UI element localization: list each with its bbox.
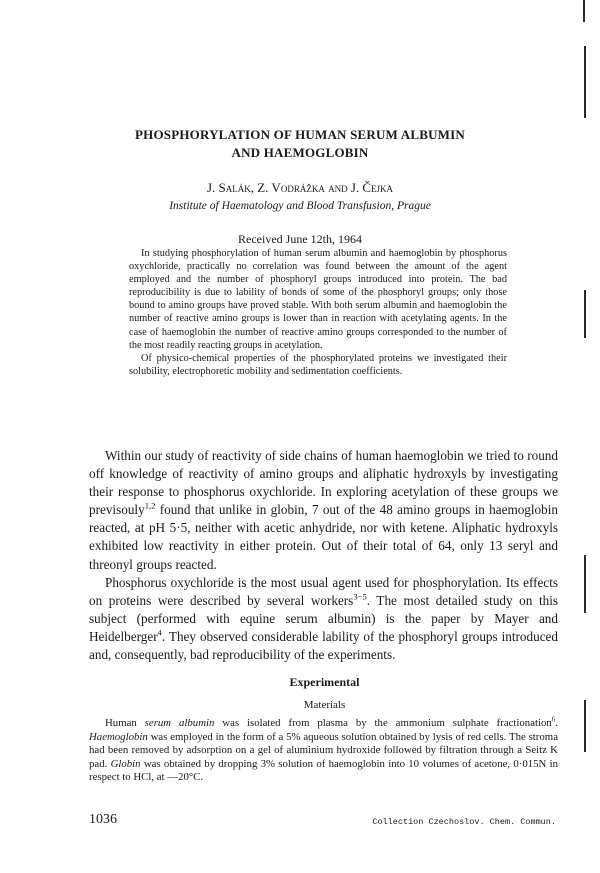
abstract-paragraph-2: Of physico-chemical properties of the phosphorylated proteins we investigated their solubility, electrophoretic mobility and sedimentation coefficients. — [129, 352, 507, 377]
body-text — [89, 447, 558, 664]
italic-term: Globin — [110, 757, 141, 770]
scan-edge-mark — [584, 555, 586, 613]
reference-citation: 1,2 — [144, 500, 156, 511]
abstract-paragraph-1: In studying phosphorylation of human serum albumin and haemoglobin by phosphorus oxychloride, practically no correlation was found between the amount of the agent employed and the number of phosphoryl groups introduced into protein. The bad reproducibility is due to lability of bonds of some of the phosphoryl groups; only those bound to amino groups have proved stable. With both serum albumin and haemoglobin the number of reactive amino groups is lower than in reaction with acetylating agents. In the case of haemoglobin the number of reactive amino groups corresponded to the number of the most readily reacting groups in acetylation. — [129, 248, 507, 351]
paper-title — [90, 126, 510, 162]
section-heading: Experimental — [289, 675, 360, 689]
materials-text — [89, 717, 558, 785]
journal-footer: Collection Czechoslov. Chem. Commun. — [372, 817, 556, 827]
text-run: Human — [105, 717, 145, 729]
text-run: was employed in the form of a 5% aqueous solution obtained by lysis of red cells. The stroma had been removed by adsorption on a gel of aluminium hydroxide followed by filtration through a Seitz K pad. — [89, 730, 558, 770]
scan-edge-mark — [584, 700, 586, 752]
title-line-1: PHOSPHORYLATION OF HUMAN SERUM ALBUMIN — [135, 127, 465, 142]
received-date: Received June 12th, 1964 — [238, 232, 362, 246]
italic-term: Haemoglobin — [89, 730, 148, 743]
title-line-2: AND HAEMOGLOBIN — [231, 145, 369, 160]
text-run: . — [555, 717, 559, 729]
author-affiliation: Institute of Haematology and Blood Transfusion, Prague — [169, 200, 431, 212]
scan-edge-mark — [584, 290, 586, 338]
body-text-run: found that unlike in globin, 7 out of the 48 amino groups in haemoglobin reacted, at pH 5·5, neither with acetic anhydride, nor with ketene. Aliphatic hydroxyls exhibited low reactivity in either protein. Out of their total of 64, only 13 seryl and threonyl groups reacted. — [89, 502, 558, 572]
text-run: was obtained by dropping 3% solution of haemoglobin into 10 volumes of acetone, 0·015N in respect to HCl, at —20°C. — [89, 757, 558, 784]
subsection-heading: Materials — [303, 699, 346, 711]
body-text-run: . The most detailed study on this subject (performed with equine serum albumin) is the paper by Mayer and Heidelberger — [89, 592, 558, 644]
materials-paragraph — [89, 717, 558, 785]
body-text-run: . They observed considerable lability of the phosphoryl groups introduced and, consequently, bad reproducibility of the experiments. — [89, 628, 558, 663]
body-text-run: Phosphorus oxychloride is the most usual agent used for phosphorylation. Its effects on proteins were described by several workers — [89, 574, 558, 608]
author-list: J. Salák, Z. Vodrážka and J. Čejka — [206, 180, 394, 195]
page-number: 1036 — [89, 812, 117, 827]
reference-citation: 3−5 — [353, 591, 367, 602]
body-text-run: Within our study of reactivity of side chains of human haemoglobin we tried to round off knowledge of reactivity of amino groups and aliphatic hydroxyls by investigating their response to phosphorus oxychloride. In exploring acetylation of these groups we previsouly — [89, 448, 558, 518]
scan-edge-mark — [583, 0, 585, 22]
scan-edge-mark — [584, 46, 586, 118]
reference-citation: 6 — [551, 715, 556, 724]
body-paragraph-1 — [89, 447, 558, 574]
reference-citation: 4 — [157, 627, 162, 638]
text-run: was isolated from plasma by the ammonium sulphate fractionation — [214, 717, 552, 729]
body-paragraph-2 — [89, 574, 558, 664]
abstract — [129, 247, 507, 378]
italic-term: serum albumin — [144, 717, 215, 729]
